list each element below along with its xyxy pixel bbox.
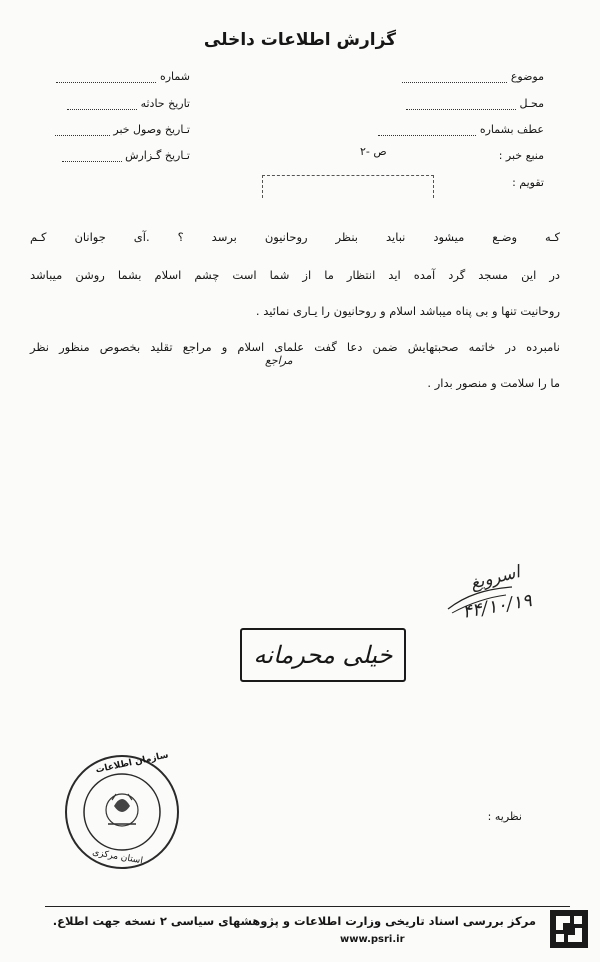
field-tarikh-hadeseh xyxy=(67,97,190,110)
field-manba-label: منبع خبر : xyxy=(498,149,544,162)
field-mahal-label: محـل xyxy=(519,97,544,110)
body-line-4: نامبرده در خاتمه صحبتهایش ضمن دعا گفت علمای اسلام و مراجع تقلید بخصوص منظور نظر xyxy=(30,340,560,354)
field-atf-label: عطف بشماره xyxy=(479,123,544,136)
field-taqvim xyxy=(512,176,544,189)
nazarieh-label: نظریه : xyxy=(487,810,522,823)
footer-text: مرکز بررسی اسناد تاریخی وزارت اطلاعات و پژوهشهای سیاسی ۲ نسخه جهت اطلاع. xyxy=(52,914,536,928)
psri-logo-icon xyxy=(550,910,588,948)
field-shomareh-label: شماره xyxy=(159,70,190,83)
secret-stamp: خیلی محرمانه xyxy=(240,628,406,682)
field-taqvim-label: تقویم : xyxy=(512,176,544,189)
body-line-3: روحانیت تنها و بی پناه میباشد اسلام و روحانیون را یـاری نمائید . xyxy=(255,304,560,318)
handwritten-note: مراجع xyxy=(265,354,293,367)
body-line-5: ما را سلامت و منصور بدار . xyxy=(427,376,560,390)
footer-url: www.psri.ir xyxy=(340,934,405,945)
field-tarikh-gozaresh-label: تـاریخ گـزارش xyxy=(125,149,190,162)
body-line-1: ﮐـﻪ وضـﻊ میشود نباید بنظر روحانیون برسد ؟ .آی جوانان کـم xyxy=(30,230,560,244)
stamp-box-outline xyxy=(262,175,434,198)
signature-date: ۴۴/۱۰/۱۹ xyxy=(460,590,534,623)
field-mozoo-label: موضوع xyxy=(510,70,544,83)
seal-top-text: سازمان اطلاعات xyxy=(94,750,170,776)
signature-name: اسرویغ xyxy=(468,562,523,594)
field-tarikh-vosool-label: تـاریخ وصول خبر xyxy=(113,123,190,136)
manba-value: ص -۲ xyxy=(360,145,387,158)
seal-bottom-text: استان مرکزی xyxy=(91,847,144,867)
signature-flourish-icon xyxy=(446,585,516,615)
footer-divider xyxy=(45,906,570,907)
field-mozoo xyxy=(402,70,544,83)
field-mahal xyxy=(406,97,544,110)
field-tarikh-hadeseh-label: تاریخ حادثه xyxy=(140,97,190,110)
report-title: گزارش اطلاعات داخلی xyxy=(203,30,397,50)
field-manba xyxy=(499,149,544,162)
body-line-2: در این مسجد گرد آمده اید انتظار ما از شما است چشم اسلام بشما روشن میباشد xyxy=(30,268,560,282)
field-shomareh xyxy=(56,70,190,83)
field-atf xyxy=(378,123,544,136)
field-tarikh-gozaresh xyxy=(62,149,190,162)
field-tarikh-vosool xyxy=(55,123,190,136)
